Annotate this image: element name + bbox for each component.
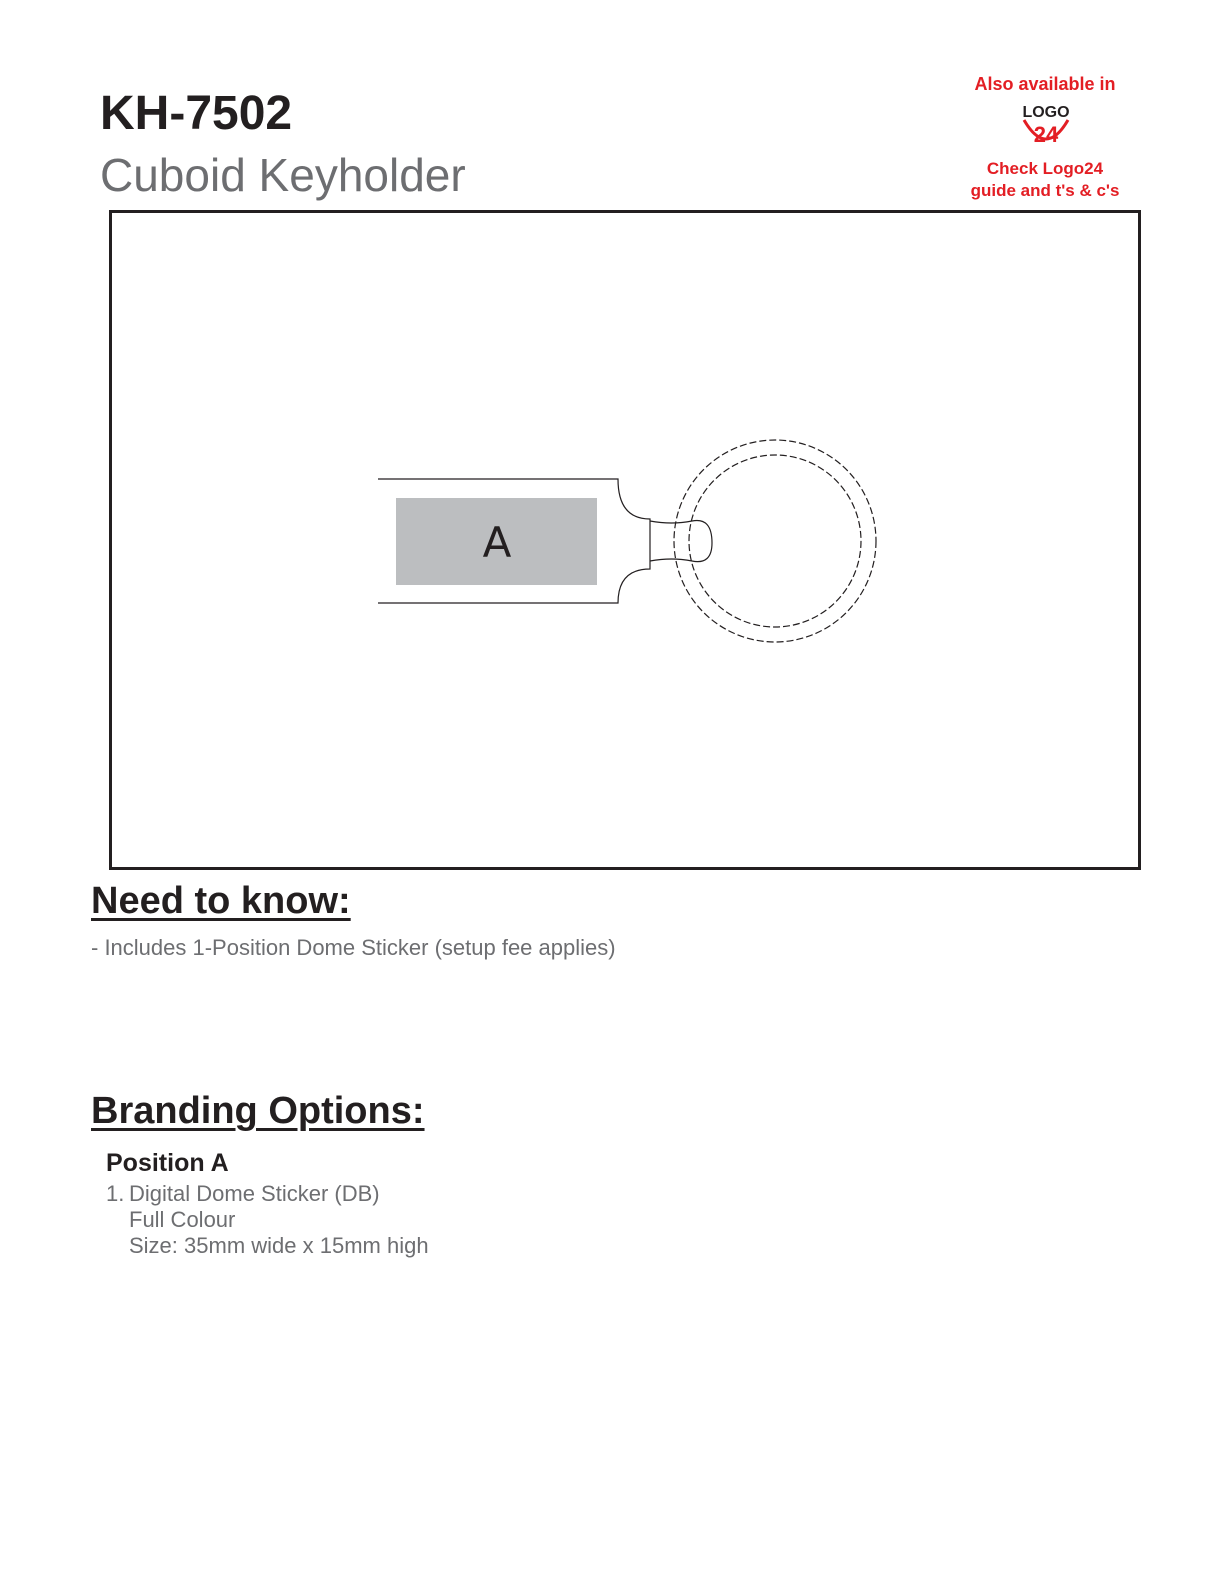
branding-option-item (106, 1181, 429, 1207)
logo24-check-line-2: guide and t's & c's (970, 181, 1120, 200)
option-size: Size: 35mm wide x 15mm high (129, 1233, 429, 1258)
need-to-know-heading: Need to know: (91, 880, 351, 922)
option-method: Digital Dome Sticker (DB) (129, 1181, 380, 1206)
key-ring-inner (689, 455, 861, 627)
keyholder-connector (650, 520, 712, 561)
keyholder-line-drawing (112, 213, 1138, 867)
product-drawing-frame (109, 210, 1141, 870)
logo24-check-line-1: Check Logo24 (986, 159, 1104, 178)
option-colour: Full Colour (129, 1207, 236, 1232)
branding-options-heading: Branding Options: (91, 1090, 425, 1132)
logo24-logo-word: LOGO (1022, 104, 1070, 121)
logo24-logo-number: 24 (1033, 122, 1059, 147)
position-a-title: Position A (106, 1149, 229, 1177)
need-to-know-note: - Includes 1-Position Dome Sticker (setup fee applies) (91, 935, 616, 960)
branding-option-list (106, 1181, 429, 1259)
product-code: KH-7502 (100, 87, 293, 140)
key-ring-outer (674, 440, 876, 642)
option-number: 1. (106, 1181, 125, 1206)
logo24-availability-text: Also available in (974, 74, 1116, 94)
imprint-position-label: A (482, 518, 512, 567)
logo24-badge (950, 74, 1140, 204)
product-name: Cuboid Keyholder (100, 149, 466, 201)
logo24-check-text (950, 158, 1140, 202)
logo24-logo (1016, 98, 1076, 154)
